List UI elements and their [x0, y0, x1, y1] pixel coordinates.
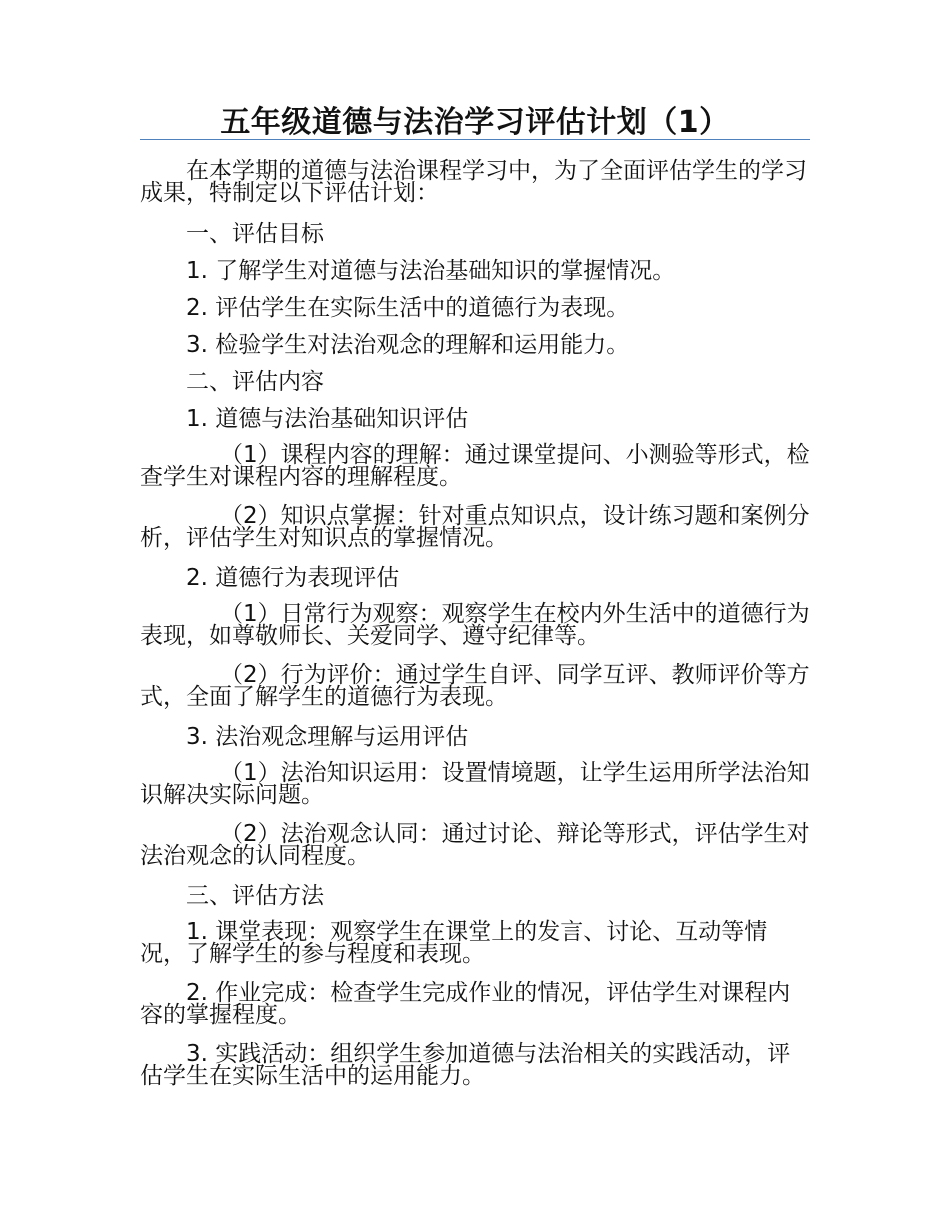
document-body: [140, 158, 812, 1098]
content-subheading: 1. 道德与法治基础知识评估: [186, 406, 469, 432]
content-detail: （2）法治观念认同：通过讨论、辩论等形式，评估学生对法治观念的认同程度。: [140, 821, 810, 869]
content-detail: （2）知识点掌握：针对重点知识点，设计练习题和案例分析，评估学生对知识点的掌握情况。: [140, 503, 810, 551]
content-subheading: 3. 法治观念理解与运用评估: [186, 724, 469, 750]
document-title: 五年级道德与法治学习评估计划（1）: [220, 105, 730, 140]
method-item: 2. 作业完成：检查学生完成作业的情况，评估学生对课程内容的掌握程度。: [140, 980, 791, 1028]
section-heading-methods: 三、评估方法: [186, 883, 324, 909]
content-detail: （1）日常行为观察：观察学生在校内外生活中的道德行为表现，如尊敬师长、关爱同学、遵守纪律等。: [140, 601, 810, 649]
goal-item: 2. 评估学生在实际生活中的道德行为表现。: [186, 295, 630, 321]
section-heading-goals: 一、评估目标: [186, 221, 324, 247]
content-detail: （2）行为评价：通过学生自评、同学互评、教师评价等方式，全面了解学生的道德行为表现。: [140, 662, 810, 710]
method-item: 3. 实践活动：组织学生参加道德与法治相关的实践活动，评估学生在实际生活中的运用能力。: [140, 1041, 791, 1089]
content-detail: （1）法治知识运用：设置情境题，让学生运用所学法治知识解决实际问题。: [140, 760, 810, 808]
title-underline: [140, 139, 810, 140]
content-detail: （1）课程内容的理解：通过课堂提问、小测验等形式，检查学生对课程内容的理解程度。: [140, 442, 810, 490]
method-item: 1. 课堂表现：观察学生在课堂上的发言、讨论、互动等情况，了解学生的参与程度和表现。: [140, 919, 768, 967]
content-subheading: 2. 道德行为表现评估: [186, 565, 400, 591]
goal-item: 3. 检验学生对法治观念的理解和运用能力。: [186, 332, 630, 358]
section-heading-content: 二、评估内容: [186, 369, 324, 395]
intro-paragraph: 在本学期的道德与法治课程学习中，为了全面评估学生的学习成果，特制定以下评估计划：: [140, 158, 807, 206]
goal-item: 1. 了解学生对道德与法治基础知识的掌握情况。: [186, 258, 676, 284]
